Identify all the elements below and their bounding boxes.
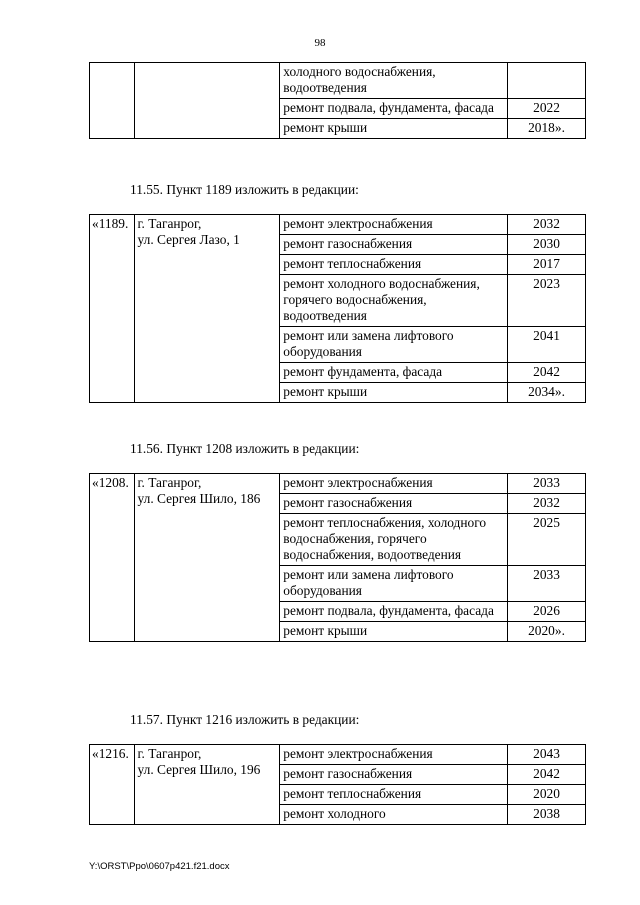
work-cell: ремонт крыши [280,622,508,642]
work-cell: ремонт газоснабжения [280,235,508,255]
work-cell: ремонт газоснабжения [280,765,508,785]
address-city: г. Таганрог, [137,746,202,761]
item-number-cell [90,63,135,139]
address-street: ул. Сергея Лазо, 1 [137,232,240,247]
year-cell: 2032 [508,215,586,235]
work-cell: ремонт электроснабжения [280,745,508,765]
section-heading: 11.57. Пункт 1216 изложить в редакции: [130,712,360,727]
address-city: г. Таганрог, [137,216,202,231]
year-cell: 2041 [508,327,586,363]
year-cell [508,63,586,99]
section-heading: 11.55. Пункт 1189 изложить в редакции: [130,182,359,197]
year-cell: 2020». [508,622,586,642]
item-table-1216 [89,744,586,825]
work-cell: ремонт теплоснабжения [280,255,508,275]
year-cell: 2026 [508,602,586,622]
work-cell: ремонт теплоснабжения, холодного водоснабжения, горячего водоснабжения, водоотведения [280,514,508,566]
year-cell: 2033 [508,566,586,602]
address-cell [134,474,280,642]
year-cell: 2017 [508,255,586,275]
work-cell: ремонт электроснабжения [280,215,508,235]
item-table-1208 [89,473,586,642]
work-cell: ремонт подвала, фундамента, фасада [280,602,508,622]
year-cell: 2038 [508,805,586,825]
address-city: г. Таганрог, [137,475,202,490]
table-row [90,474,586,494]
footer-file-path: Y:\ORST\Ppo\0607p421.f21.docx [89,861,230,872]
page-number: 98 [314,37,326,49]
work-cell: ремонт или замена лифтового оборудования [280,327,508,363]
address-cell [134,745,280,825]
address-cell [134,215,280,403]
year-cell: 2034». [508,383,586,403]
work-cell: ремонт холодного [280,805,508,825]
work-cell: ремонт холодного водоснабжения, горячего водоснабжения, водоотведения [280,275,508,327]
work-cell: ремонт электроснабжения [280,474,508,494]
work-cell: ремонт крыши [280,119,508,139]
year-cell: 2032 [508,494,586,514]
table-row [90,215,586,235]
year-cell: 2023 [508,275,586,327]
item-number-cell: «1208. [90,474,135,642]
work-cell: холодного водоснабжения, водоотведения [280,63,508,99]
item-number-cell: «1216. [90,745,135,825]
year-cell: 2025 [508,514,586,566]
work-cell: ремонт фундамента, фасада [280,363,508,383]
work-cell: ремонт газоснабжения [280,494,508,514]
year-cell: 2042 [508,765,586,785]
table-row [90,745,586,765]
item-number-cell: «1189. [90,215,135,403]
address-cell [134,63,280,139]
year-cell: 2022 [508,99,586,119]
continuation-table [89,62,586,139]
year-cell: 2042 [508,363,586,383]
work-cell: ремонт теплоснабжения [280,785,508,805]
address-street: ул. Сергея Шило, 196 [137,762,261,777]
year-cell: 2033 [508,474,586,494]
section-heading: 11.56. Пункт 1208 изложить в редакции: [130,441,360,456]
work-cell: ремонт подвала, фундамента, фасада [280,99,508,119]
year-cell: 2020 [508,785,586,805]
item-table-1189 [89,214,586,403]
year-cell: 2043 [508,745,586,765]
table-row [90,63,586,99]
year-cell: 2030 [508,235,586,255]
address-street: ул. Сергея Шило, 186 [137,491,261,506]
work-cell: ремонт крыши [280,383,508,403]
year-cell: 2018». [508,119,586,139]
work-cell: ремонт или замена лифтового оборудования [280,566,508,602]
